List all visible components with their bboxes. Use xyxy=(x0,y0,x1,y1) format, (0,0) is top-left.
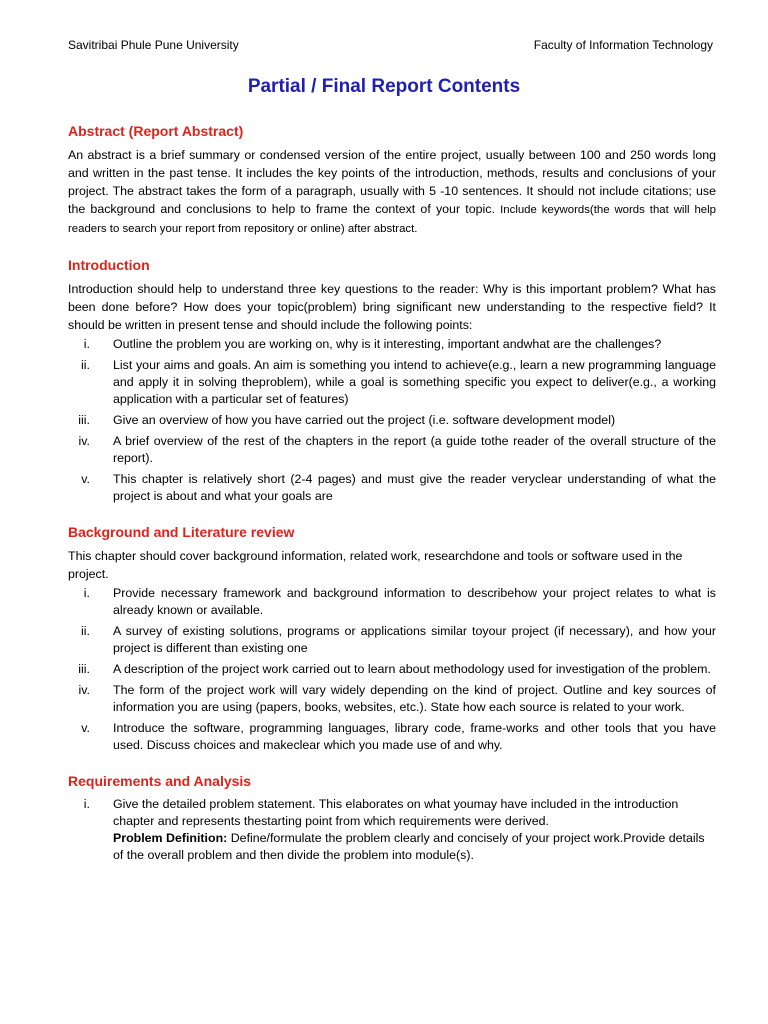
list-number: i. xyxy=(83,337,90,351)
section-introduction xyxy=(68,256,716,505)
requirements-list xyxy=(68,796,716,864)
abstract-heading: Abstract (Report Abstract) xyxy=(68,123,244,139)
list-number: ii. xyxy=(81,624,90,638)
list-number: iv. xyxy=(78,683,90,697)
list-item xyxy=(68,623,716,657)
header-university: Savitribai Phule Pune University xyxy=(68,38,239,52)
section-abstract xyxy=(68,122,716,238)
problem-definition-label: Problem Definition: xyxy=(113,831,228,845)
list-number: ii. xyxy=(81,358,90,372)
list-item xyxy=(68,682,716,716)
introduction-paragraph: Introduction should help to understand three key questions to the reader: Why is this important problem? What has been done before? How does your topic(problem) bring significant new understanding to the respective field? It should be written in present tense and should include the following points: xyxy=(68,282,716,332)
section-background xyxy=(68,523,716,754)
list-text: Outline the problem you are working on, why is it interesting, important andwhat are the challenges? xyxy=(113,337,662,351)
list-item xyxy=(68,357,716,408)
list-text: A survey of existing solutions, programs or applications similar toyour project (if necessary), and how your project is different than existing one xyxy=(113,624,716,655)
abstract-text: An abstract is a brief summary or condensed version of the entire project, usually between 100 and 250 words long and written in the past tense. It includes the key points of the introduction, methods, results and conclusions of your project. The abstract takes the form of a paragraph, usually with 5 -10 sentences. It should not include citations; use the background and conclusions to help to frame the context of your topic. xyxy=(68,148,716,216)
abstract-keywords-note: Include keywords(the words that will help readers to search your report from repository or online) after abstract. xyxy=(68,204,716,235)
list-number: v. xyxy=(81,472,90,486)
list-number: i. xyxy=(83,797,90,811)
list-item xyxy=(68,336,716,353)
list-number: i. xyxy=(83,586,90,600)
requirements-heading: Requirements and Analysis xyxy=(68,773,252,789)
list-number: iv. xyxy=(78,434,90,448)
list-number: v. xyxy=(81,721,90,735)
list-item xyxy=(68,661,716,678)
background-heading: Background and Literature review xyxy=(68,524,295,540)
section-requirements xyxy=(68,772,716,864)
document-body xyxy=(68,122,716,882)
list-text: This chapter is relatively short (2-4 pages) and must give the reader veryclear understanding of what the project is about and what your goals are xyxy=(113,472,716,503)
list-text: Provide necessary framework and background information to describehow your project relates to what is already known or available. xyxy=(113,586,716,617)
list-item xyxy=(68,585,716,619)
list-number: iii. xyxy=(78,413,90,427)
list-text: A brief overview of the rest of the chapters in the report (a guide tothe reader of the overall structure of the report). xyxy=(113,434,716,465)
problem-definition-text: Define/formulate the problem clearly and concisely of your project work.Provide details of the overall problem and then divide the problem into module(s). xyxy=(113,831,705,862)
list-item xyxy=(68,720,716,754)
list-text: Give an overview of how you have carried out the project (i.e. software development model) xyxy=(113,413,616,427)
list-item xyxy=(68,412,716,429)
list-text: List your aims and goals. An aim is something you intend to achieve(e.g., learn a new programming language and apply it in solving theproblem), while a goal is something specific you expect to deliver(e.g., a working application with a particular set of features) xyxy=(113,358,716,406)
header-faculty: Faculty of Information Technology xyxy=(533,38,713,52)
abstract-paragraph xyxy=(68,146,716,238)
list-text: A description of the project work carried out to learn about methodology used for investigation of the problem. xyxy=(113,662,711,676)
page-title: Partial / Final Report Contents xyxy=(247,76,521,97)
list-text: Introduce the software, programming languages, library code, frame-works and other tools that you have used. Discuss choices and makeclear which you made use of and why. xyxy=(113,721,716,752)
introduction-list xyxy=(68,336,716,505)
list-item xyxy=(68,433,716,467)
list-text: The form of the project work will vary widely depending on the kind of project. Outline and key sources of information you are using (papers, books, websites, etc.). State how each source is related to your work. xyxy=(113,683,716,714)
list-text: Give the detailed problem statement. This elaborates on what youmay have included in the introduction chapter and represents thestarting point from which requirements were derived. xyxy=(113,797,679,828)
background-paragraph: This chapter should cover background information, related work, researchdone and tools or software used in the project. xyxy=(68,549,683,581)
background-list xyxy=(68,585,716,754)
list-item xyxy=(68,471,716,505)
list-number: iii. xyxy=(78,662,90,676)
introduction-heading: Introduction xyxy=(68,257,150,273)
list-item xyxy=(68,796,716,864)
